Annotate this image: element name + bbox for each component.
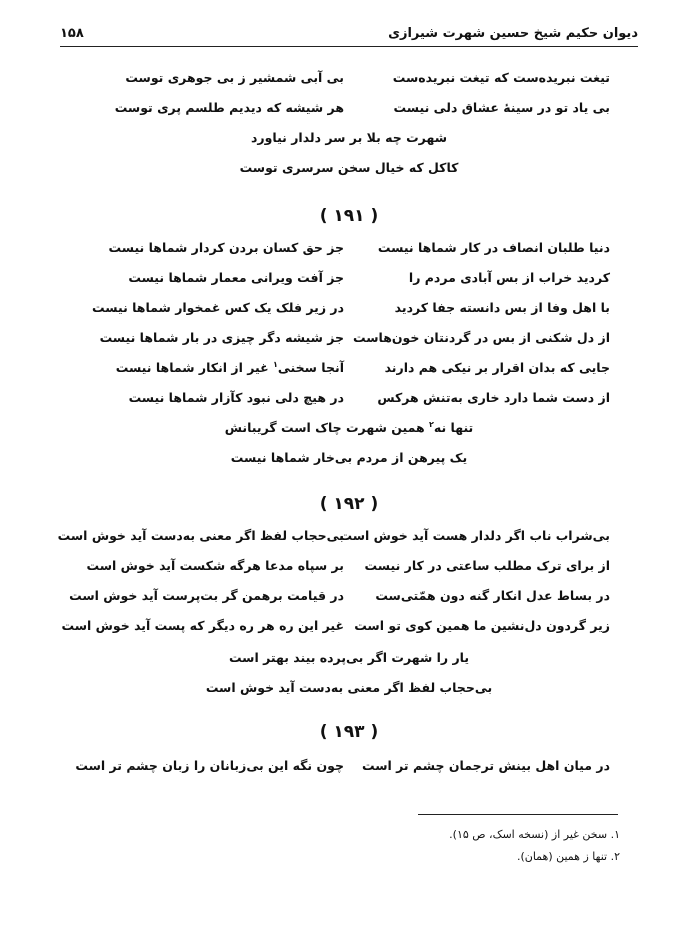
ghazal-number: ( ۱۹۱ ) (319, 206, 379, 226)
couplet (60, 300, 638, 330)
couplet (60, 360, 638, 390)
footnote-rule (418, 814, 618, 815)
first-hemistich: بی‌شراب ناب اگر دلدار هست آید خوش است (339, 528, 610, 543)
second-hemistich: جز آفت ویرانی معمار شماها نیست (128, 270, 344, 285)
second-hemistich: چون نگه این بی‌زبانان را زبان چشم تر است (75, 758, 344, 773)
couplet (60, 270, 638, 300)
page-header (60, 20, 638, 48)
footnote-marker: ۲ (428, 420, 434, 429)
second-hemistich: بر سپاه مدعا هرگه شکست آید خوش است (86, 558, 344, 573)
couplet (60, 70, 638, 100)
header-rule (60, 46, 638, 47)
second-hemistich (116, 360, 344, 375)
first-hemistich: دنیا طلبان انصاف در کار شماها نیست (377, 240, 610, 255)
couplet (60, 618, 638, 648)
first-hemistich: از دل شکنی از بس در گردنتان خون‌هاست (353, 330, 610, 345)
second-hemistich: در قیامت برهمن گر بت‌پرست آید خوش است (69, 588, 344, 603)
couplet (60, 758, 638, 788)
first-hemistich: از دست شما دارد خاری به‌تنش هرکس (377, 390, 610, 405)
hemistich-text: آنجا سخنی (277, 360, 344, 376)
second-hemistich: جز حق کسان بردن کردار شماها نیست (108, 240, 344, 255)
footnote: ۱. سخن غیر از (نسخه اسک، ص ۱۵). (449, 828, 620, 841)
couplet (60, 390, 638, 420)
first-hemistich: با اهل وفا از بس دانسته جفا کردید (394, 300, 610, 315)
second-hemistich: جز شیشه دگر چیزی در بار شماها نیست (99, 330, 344, 345)
second-hemistich: هر شیشه که دیدیم طلسم پری توست (114, 100, 344, 115)
first-hemistich: در بساط عدل انکار گنه دون همّتی‌ست (375, 588, 610, 603)
first-hemistich: زیر گردون دل‌نشین ما همین کوی تو است (354, 618, 610, 633)
couplet (60, 588, 638, 618)
first-hemistich: کردید خراب از بس آبادی مردم را (408, 270, 610, 285)
page-number: ۱۵۸ (60, 26, 84, 41)
closing-line: کاکل که خیال سخن سرسری توست (239, 160, 459, 175)
first-hemistich: تیغت نبریده‌ست که تیغت نبریده‌ست (392, 70, 610, 85)
first-hemistich: جایی که بدان اقرار بر نیکی هم دارند (384, 360, 610, 375)
closing-line: یک پیرهن از مردم بی‌خار شماها نیست (230, 450, 468, 465)
closing-text: همین شهرت چاک است گریبانش (224, 420, 429, 436)
couplet (60, 240, 638, 270)
footnote: ۲. تنها ز همین (همان). (516, 850, 620, 863)
second-hemistich: در هیچ دلی نبود کآزار شماها نیست (128, 390, 344, 405)
closing-text: تنها نه (433, 420, 474, 436)
second-hemistich: در زیر فلک یک کس غمخوار شماها نیست (92, 300, 344, 315)
second-hemistich: غیر این ره هر ره دیگر که پست آید خوش است (61, 618, 344, 633)
hemistich-text: غیر از انکار شماها نیست (115, 360, 274, 376)
second-hemistich: بی آبی شمشیر ز بی جوهری توست (125, 70, 344, 85)
closing-line: شهرت چه بلا بر سر دلدار نیاورد (251, 130, 447, 145)
closing-line: یار را شهرت اگر بی‌پرده بیند بهتر است (228, 650, 470, 665)
couplet (57, 528, 638, 558)
closing-line (60, 420, 638, 450)
couplet (60, 100, 638, 130)
ghazal-number: ( ۱۹۲ ) (319, 494, 379, 514)
first-hemistich: در میان اهل بینش ترجمان چشم تر است (362, 758, 610, 773)
couplet (60, 330, 638, 360)
first-hemistich: از برای ترک مطلب ساعتی در کار نیست (364, 558, 610, 573)
closing-line: بی‌حجاب لفظ اگر معنی به‌دست آید خوش است (205, 680, 493, 695)
couplet (60, 558, 638, 588)
second-hemistich: بی‌حجاب لفظ اگر معنی به‌دست آید خوش است (57, 528, 344, 543)
book-title: دیوان حکیم شیخ حسین شهرت شیرازی (388, 26, 638, 41)
footnote-marker: ۱ (273, 360, 278, 369)
first-hemistich: بی یاد تو در سینهٔ عشاق دلی نیست (393, 100, 610, 115)
ghazal-number: ( ۱۹۳ ) (319, 722, 379, 742)
